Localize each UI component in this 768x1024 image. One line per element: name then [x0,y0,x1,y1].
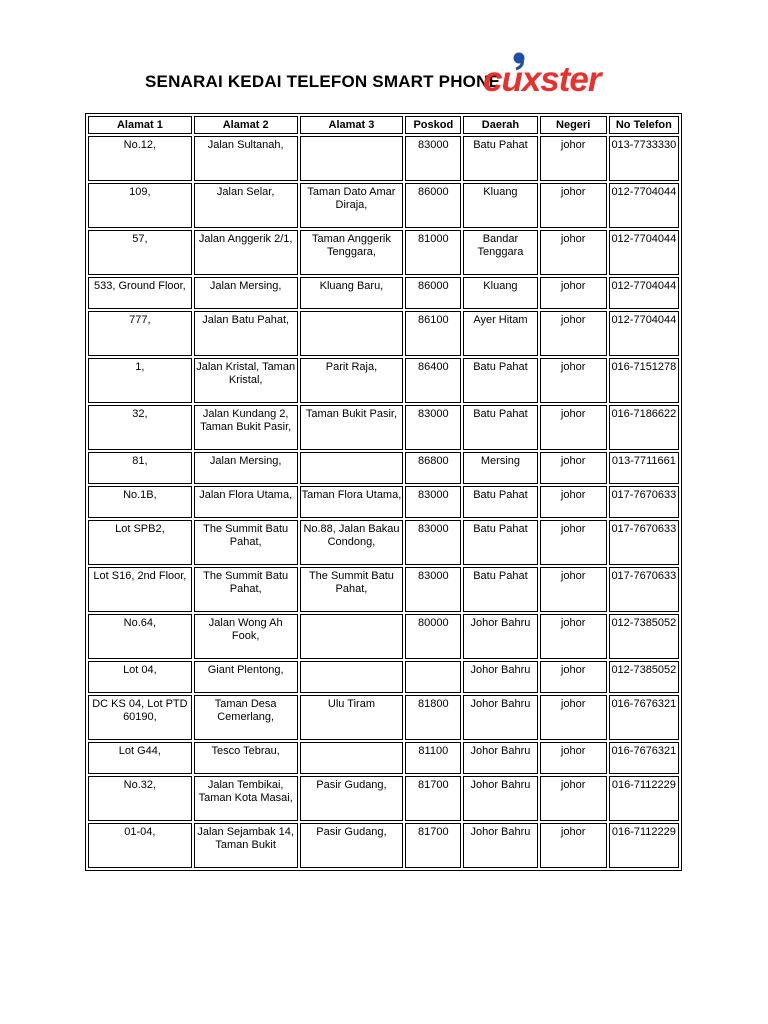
cell-negeri: johor [540,136,607,181]
column-header-negeri: Negeri [540,116,607,134]
cell-alamat-2: The Summit Batu Pahat, [194,567,298,612]
cell-alamat-3 [300,661,404,693]
cell-poskod: 83000 [405,486,461,518]
cell-negeri: johor [540,567,607,612]
cell-daerah: Batu Pahat [463,520,537,565]
cell-no-telefon: 016-7676321 [609,695,679,740]
cell-alamat-2: Jalan Selar, [194,183,298,228]
cell-poskod: 86100 [405,311,461,356]
cell-alamat-1: 1, [88,358,192,403]
cell-no-telefon: 012-7704044 [609,183,679,228]
cell-daerah: Batu Pahat [463,405,537,450]
table-row [88,823,679,868]
logo-wordmark: cuxster [483,60,601,99]
cell-alamat-3: Pasir Gudang, [300,776,404,821]
cell-alamat-3: Ulu Tiram [300,695,404,740]
cell-negeri: johor [540,776,607,821]
cell-alamat-2: Jalan Wong Ah Fook, [194,614,298,659]
cell-alamat-3 [300,742,404,774]
cell-alamat-2: Jalan Sejambak 14, Taman Bukit [194,823,298,868]
cell-alamat-3: Pasir Gudang, [300,823,404,868]
cell-no-telefon: 013-7733330 [609,136,679,181]
cell-daerah: Johor Bahru [463,742,537,774]
table-row [88,183,679,228]
cell-daerah: Batu Pahat [463,567,537,612]
cell-daerah: Johor Bahru [463,823,537,868]
cell-alamat-1: Lot S16, 2nd Floor, [88,567,192,612]
cell-poskod: 83000 [405,136,461,181]
cell-poskod: 86800 [405,452,461,484]
cell-alamat-3: Parit Raja, [300,358,404,403]
cell-no-telefon: 016-7112229 [609,823,679,868]
cell-alamat-1: Lot 04, [88,661,192,693]
cell-poskod [405,661,461,693]
cell-alamat-3: Kluang Baru, [300,277,404,309]
cell-alamat-3 [300,614,404,659]
cell-negeri: johor [540,742,607,774]
cell-alamat-3: No.88, Jalan Bakau Condong, [300,520,404,565]
table-body [88,136,679,868]
cell-poskod: 81000 [405,230,461,275]
cell-alamat-3: The Summit Batu Pahat, [300,567,404,612]
cell-alamat-2: Jalan Anggerik 2/1, [194,230,298,275]
table-header-row [88,116,679,134]
cell-alamat-3: Taman Bukit Pasir, [300,405,404,450]
shop-list-table [85,113,682,871]
cell-alamat-3: Taman Dato Amar Diraja, [300,183,404,228]
cell-alamat-3: Taman Flora Utama, [300,486,404,518]
column-header-alamat-3: Alamat 3 [300,116,404,134]
cell-poskod: 81800 [405,695,461,740]
column-header-alamat-1: Alamat 1 [88,116,192,134]
cell-alamat-2: Jalan Flora Utama, [194,486,298,518]
cell-alamat-1: DC KS 04, Lot PTD 60190, [88,695,192,740]
cell-daerah: Johor Bahru [463,661,537,693]
cell-poskod: 81700 [405,776,461,821]
cell-poskod: 86400 [405,358,461,403]
cell-no-telefon: 016-7151278 [609,358,679,403]
cell-daerah: Batu Pahat [463,358,537,403]
cell-alamat-2: Jalan Kundang 2, Taman Bukit Pasir, [194,405,298,450]
cell-alamat-2: Jalan Mersing, [194,277,298,309]
cell-alamat-2: Jalan Batu Pahat, [194,311,298,356]
table-row [88,230,679,275]
cell-poskod: 86000 [405,183,461,228]
cell-no-telefon: 012-7385052 [609,614,679,659]
cell-daerah: Kluang [463,183,537,228]
cell-alamat-1: 57, [88,230,192,275]
cell-no-telefon: 013-7711661 [609,452,679,484]
cell-no-telefon: 012-7385052 [609,661,679,693]
cell-negeri: johor [540,277,607,309]
page-title: SENARAI KEDAI TELEFON SMART PHONE [145,72,501,91]
cell-alamat-1: 01-04, [88,823,192,868]
cell-alamat-2: Tesco Tebrau, [194,742,298,774]
cell-no-telefon: 017-7670633 [609,520,679,565]
table-row [88,661,679,693]
cell-no-telefon: 016-7112229 [609,776,679,821]
cell-alamat-1: No.1B, [88,486,192,518]
cell-daerah: Johor Bahru [463,614,537,659]
table-row [88,486,679,518]
cell-daerah: Kluang [463,277,537,309]
cell-poskod: 83000 [405,567,461,612]
cell-alamat-2: Jalan Mersing, [194,452,298,484]
cell-no-telefon: 017-7670633 [609,567,679,612]
cell-alamat-1: No.64, [88,614,192,659]
cell-alamat-3 [300,136,404,181]
column-header-no-telefon: No Telefon [609,116,679,134]
cell-no-telefon: 017-7670633 [609,486,679,518]
cell-negeri: johor [540,183,607,228]
table-row [88,520,679,565]
cell-negeri: johor [540,823,607,868]
cell-alamat-1: 777, [88,311,192,356]
cell-no-telefon: 012-7704044 [609,230,679,275]
cell-poskod: 83000 [405,405,461,450]
cell-alamat-1: Lot G44, [88,742,192,774]
cell-alamat-2: Giant Plentong, [194,661,298,693]
cell-alamat-3 [300,452,404,484]
cell-alamat-1: 109, [88,183,192,228]
cell-negeri: johor [540,358,607,403]
cell-alamat-2: Jalan Sultanah, [194,136,298,181]
table-row [88,405,679,450]
cell-daerah: Bandar Tenggara [463,230,537,275]
page-header [0,38,768,108]
cell-no-telefon: 012-7704044 [609,311,679,356]
table-row [88,614,679,659]
column-header-poskod: Poskod [405,116,461,134]
cell-negeri: johor [540,661,607,693]
cell-daerah: Johor Bahru [463,695,537,740]
cell-poskod: 81700 [405,823,461,868]
column-header-alamat-2: Alamat 2 [194,116,298,134]
table-row [88,277,679,309]
cell-negeri: johor [540,486,607,518]
table-row [88,695,679,740]
cell-alamat-3: Taman Anggerik Tenggara, [300,230,404,275]
cell-alamat-1: 81, [88,452,192,484]
table-row [88,452,679,484]
cell-alamat-1: Lot SPB2, [88,520,192,565]
cell-no-telefon: 016-7186622 [609,405,679,450]
cuxster-logo [482,44,628,100]
cell-no-telefon: 012-7704044 [609,277,679,309]
cell-daerah: Johor Bahru [463,776,537,821]
cell-alamat-1: No.12, [88,136,192,181]
cell-alamat-1: 32, [88,405,192,450]
cell-daerah: Batu Pahat [463,136,537,181]
table-row [88,567,679,612]
cell-negeri: johor [540,405,607,450]
cell-alamat-3 [300,311,404,356]
cell-poskod: 80000 [405,614,461,659]
cell-negeri: johor [540,695,607,740]
cell-alamat-2: Jalan Tembikai, Taman Kota Masai, [194,776,298,821]
cell-negeri: johor [540,452,607,484]
table-row [88,358,679,403]
table-row [88,776,679,821]
cell-daerah: Batu Pahat [463,486,537,518]
cell-daerah: Mersing [463,452,537,484]
table-row [88,136,679,181]
cell-alamat-1: No.32, [88,776,192,821]
table-row [88,742,679,774]
column-header-daerah: Daerah [463,116,537,134]
cell-poskod: 86000 [405,277,461,309]
cell-negeri: johor [540,230,607,275]
cell-poskod: 83000 [405,520,461,565]
cell-daerah: Ayer Hitam [463,311,537,356]
cell-alamat-1: 533, Ground Floor, [88,277,192,309]
cell-alamat-2: Taman Desa Cemerlang, [194,695,298,740]
cell-poskod: 81100 [405,742,461,774]
table-row [88,311,679,356]
cell-alamat-2: Jalan Kristal, Taman Kristal, [194,358,298,403]
cell-alamat-2: The Summit Batu Pahat, [194,520,298,565]
cell-negeri: johor [540,614,607,659]
cell-negeri: johor [540,311,607,356]
cell-no-telefon: 016-7676321 [609,742,679,774]
cell-negeri: johor [540,520,607,565]
